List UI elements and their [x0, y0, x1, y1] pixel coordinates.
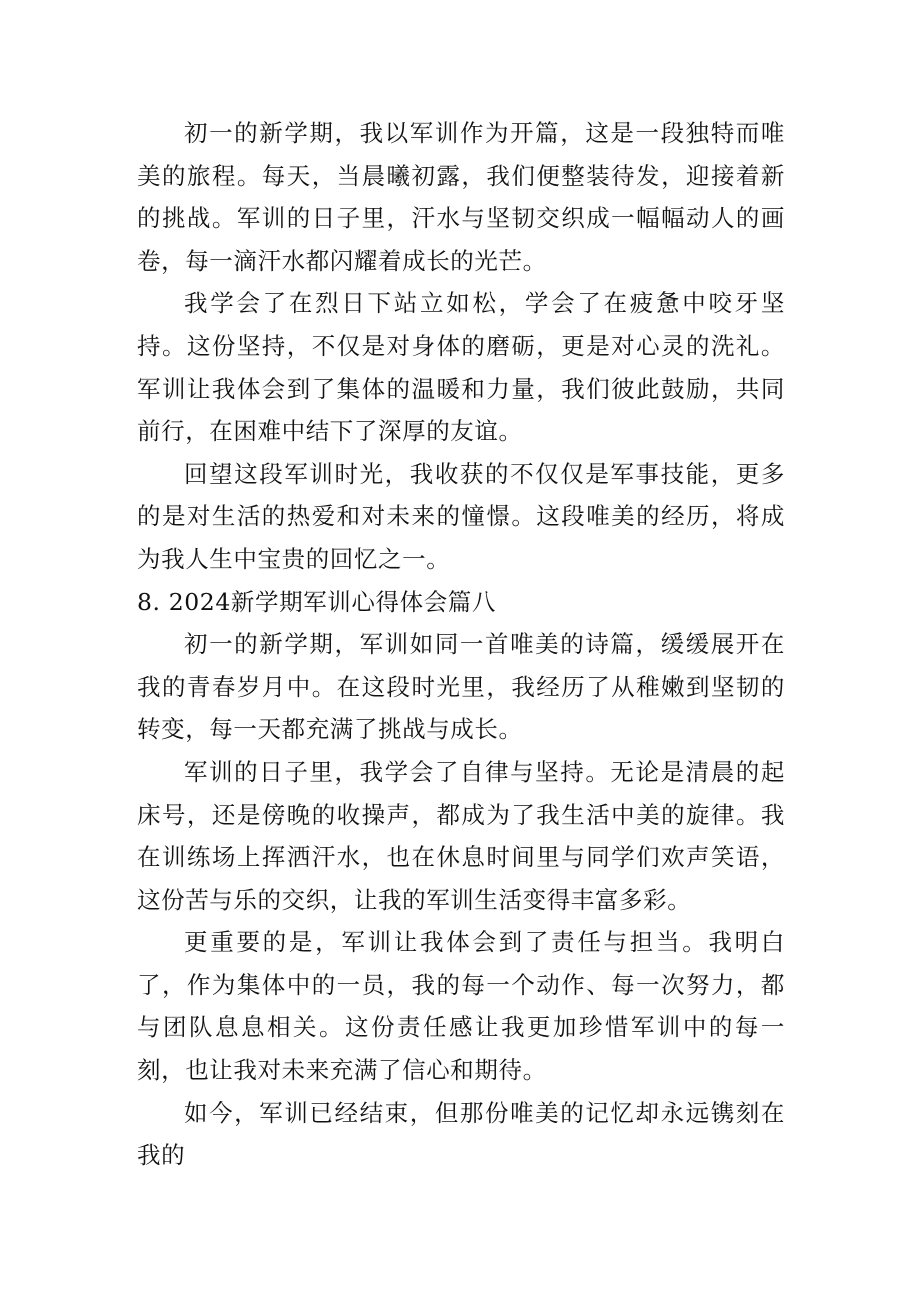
- section-heading: 8. 2024新学期军训心得体会篇八: [137, 587, 496, 616]
- paragraph: 初一的新学期，我以军训作为开篇，这是一段独特而唯美的旅程。每天，当晨曦初露，我们便整装待发，迎接着新的挑战。军训的日子里，汗水与坚韧交织成一幅幅动人的画卷，每一滴汗水都闪耀着成长的光芒。: [137, 119, 785, 275]
- paragraph: 更重要的是，军训让我体会到了责任与担当。我明白了，作为集体中的一员，我的每一个动作、每一次努力，都与团队息息相关。这份责任感让我更加珍惜军训中的每一刻，也让我对未来充满了信心和期待。: [137, 928, 785, 1085]
- paragraph: 我学会了在烈日下站立如松，学会了在疲惫中咬牙坚持。这份坚持，不仅是对身体的磨砺，更是对心灵的洗礼。军训让我体会到了集体的温暖和力量，我们彼此鼓励，共同前行，在困难中结下了深厚的友谊。: [137, 289, 785, 446]
- paragraph: 如今，军训已经结束，但那份唯美的记忆却永远镌刻在我的: [137, 1098, 785, 1170]
- paragraph: 初一的新学期，军训如同一首唯美的诗篇，缓缓展开在我的青春岁月中。在这段时光里，我经历了从稚嫩到坚韧的转变，每一天都充满了挑战与成长。: [137, 630, 785, 744]
- document-body: [137, 112, 785, 1177]
- paragraph: 回望这段军训时光，我收获的不仅仅是军事技能，更多的是对生活的热爱和对未来的憧憬。这段唯美的经历，将成为我人生中宝贵的回忆之一。: [137, 459, 785, 573]
- paragraph: 军训的日子里，我学会了自律与坚持。无论是清晨的起床号，还是傍晚的收操声，都成为了我生活中美的旋律。我在训练场上挥洒汗水，也在休息时间里与同学们欢声笑语，这份苦与乐的交织，让我的军训生活变得丰富多彩。: [137, 757, 785, 914]
